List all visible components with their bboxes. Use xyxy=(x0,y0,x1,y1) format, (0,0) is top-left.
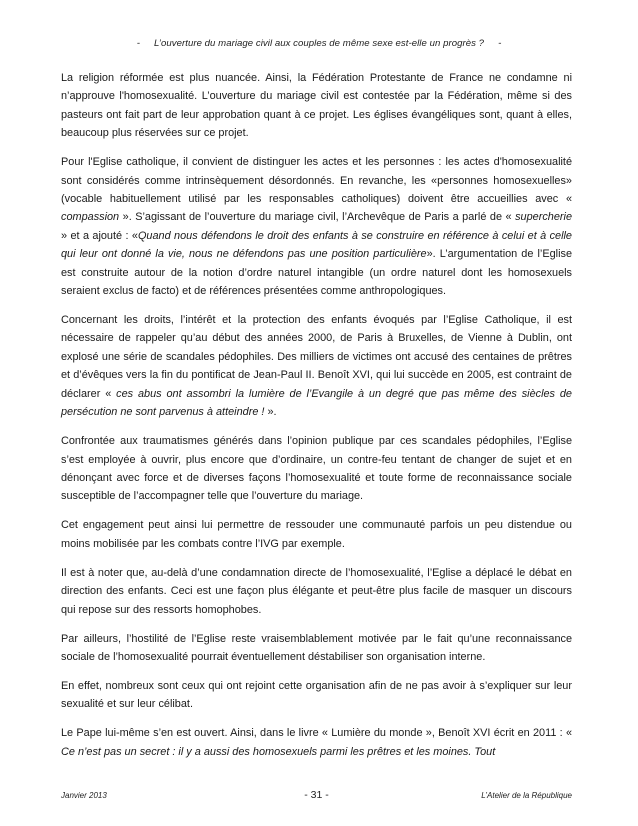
paragraph-trauma xyxy=(61,432,572,506)
paragraph-text: » et a ajouté : « xyxy=(61,229,138,242)
paragraph-text: Par ailleurs, l’hostilité de l’Eglise reste vraisemblablement motivée par le fait qu’une reconnaissance sociale de l’homosexualité pourrait éventuellement déstabiliser son organisation interne. xyxy=(61,632,572,663)
quote-archbishop: Quand nous défendons le droit des enfants à se construire en référence à celui et à celle qui leur ont donné la vie, nous ne défendons pas une position particulière xyxy=(61,229,572,261)
body-text xyxy=(61,69,572,761)
running-header xyxy=(0,38,638,49)
paragraph-child-protection xyxy=(61,311,572,421)
paragraph-text: ». S’agissant de l’ouverture du mariage civil, l’Archevêque de Paris a parlé de « xyxy=(119,211,516,224)
footer-page-number: - 31 - xyxy=(304,789,329,801)
header-dash-right: - xyxy=(498,38,502,49)
paragraph-catholic-church xyxy=(61,153,572,300)
paragraph-text: Confrontée aux traumatismes générés dans l’opinion publique par ces scandales pédophiles, l’Eglise s’est employée à ouvrir, plus encore que d’ordinaire, un contre-feu tentant de changer de sujet et en dénonçant avec force et de diverses façons l’homosexualité et toute forme de reconnaissance sociale susceptible de l’accompagner telle que l’ouverture du mariage. xyxy=(61,435,572,503)
paragraph-reformed-church xyxy=(61,69,572,143)
paragraph-text: En effet, nombreux sont ceux qui ont rejoint cette organisation afin de ne pas avoir à s’expliquer sur leur sexualité et sur leur célibat. xyxy=(61,679,572,711)
paragraph-hostility xyxy=(61,630,572,667)
paragraph-debate-shift xyxy=(61,564,572,619)
paragraph-text: La religion réformée est plus nuancée. Ainsi, la Fédération Protestante de France ne condamne ni n’approuve l'homosexualité. L’ouverture du mariage civil est contestée par la Fédération, même si des pasteurs ont fait part de leur approbation quant à ce projet. Les églises évangéliques sont, quant à elles, beaucoup plus réservées sur ce projet. xyxy=(61,72,572,140)
header-dash-left: - xyxy=(136,38,140,49)
paragraph-text: Le Pape lui-même s’en est ouvert. Ainsi, dans le livre « Lumière du monde », Benoît XVI écrit en 2011 : « xyxy=(61,727,572,740)
header-title: L’ouverture du mariage civil aux couples de même sexe est-elle un progrès ? xyxy=(153,38,485,49)
paragraph-organisation xyxy=(61,677,572,714)
paragraph-engagement xyxy=(61,516,572,553)
paragraph-text: Pour l'Eglise catholique, il convient de distinguer les actes et les personnes : les actes d'homosexualité sont considérés comme intrinsèquement désordonnés. En revanche, les «personnes homosexuelles» (vocable habituellement utilisé par les responsables catholiques) doivent être accueillies avec « xyxy=(61,156,572,206)
footer-publisher: L’Atelier de la République xyxy=(481,791,572,800)
quote-supercherie: supercherie xyxy=(515,211,572,224)
footer-date: Janvier 2013 xyxy=(61,791,107,800)
paragraph-text: Concernant les droits, l’intérêt et la protection des enfants évoqués par l’Eglise Catholique, il est nécessaire de rappeler qu’au début des années 2000, de Paris à Bruxelles, de Vienne à Dublin, ont explosé une série de scandales pédophiles. Des milliers de victimes ont accusé des centaines de prêtres et d’évêques vers la fin du pontificat de Jean-Paul II. Benoît XVI, qui lui succède en 2005, est contraint de déclarer « xyxy=(61,314,572,400)
quote-lumiere-du-monde: Ce n’est pas un secret : il y a aussi des homosexuels parmi les prêtres et les moines. Tout xyxy=(61,745,496,758)
paragraph-text: ». L’argumentation de l’Eglise est construite autour de la notion d’ordre naturel intangible (un ordre naturel dont les homosexuels seraient exclus de facto) et de références présentées comme anthropologiques. xyxy=(61,248,572,298)
quote-benedict-abuses: ces abus ont assombri la lumière de l’Evangile à un degré que pas même des siècles de persécution ne sont parvenus à atteindre ! xyxy=(61,387,572,419)
paragraph-text: ». xyxy=(264,406,277,419)
quote-compassion: compassion xyxy=(61,211,120,224)
paragraph-text: Il est à noter que, au-delà d’une condamnation directe de l’homosexualité, l’Eglise a déplacé le débat en direction des enfants. Ceci est une façon plus élégante et peut-être plus facile de masquer un discours qui repose sur des ressorts homophobes. xyxy=(61,566,572,616)
paragraph-pope xyxy=(61,724,572,761)
page-footer xyxy=(61,789,572,805)
paragraph-text: Cet engagement peut ainsi lui permettre de ressouder une communauté parfois un peu distendue ou moins mobilisée par les combats contre l’IVG par exemple. xyxy=(61,519,572,550)
